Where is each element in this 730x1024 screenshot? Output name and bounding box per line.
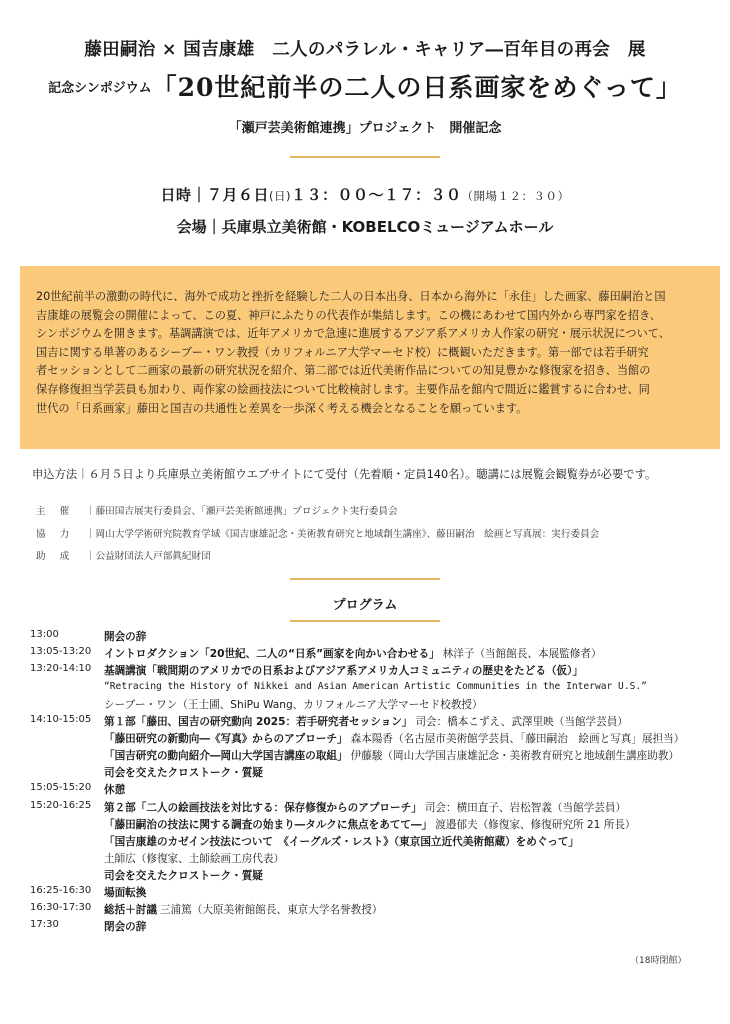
credit-cooperation (36, 526, 599, 540)
program-content (104, 782, 125, 797)
program-session-title: 休憩 (104, 784, 126, 797)
program-content (104, 646, 602, 661)
description-line: 20世紀前半の激動の時代に、海外で成功と挫折を経験した二人の日本出身、日本から海外に「永住」した画家、藤田嗣治と国 (36, 290, 666, 303)
program-session-title: 基調講演「戦間期のアメリカでの日系およびアジア系アメリカ人コミュニティの歴史をたどる（仮）」 (104, 665, 584, 678)
program-session-title: 場面転換 (104, 886, 147, 899)
application-info: 申込方法｜６月５日より兵庫県立美術館ウエブサイトにて受付（先着順・定員140名）。聴講には展覧会観覧券が必要です。 (32, 468, 657, 481)
program-speaker: 伊藤駿（岡山大学国吉康雄記念・美術教育研究と地域創生講座助教） (350, 750, 680, 763)
program-content (104, 834, 579, 849)
program-content (104, 629, 146, 644)
program-speaker: “Retracing the History of Nikkei and Asian American Artistic Communities in the Interwar U.S.” (104, 681, 647, 693)
description-line: 世代の「日系画家」藤田と国吉の共通性と差異を一歩深く考える機会となることを願っています。 (36, 401, 528, 415)
symposium-theme: 「20世紀前半の二人の日系画家をめぐって」 (151, 73, 682, 102)
program-content (104, 680, 647, 692)
program-session-title: 「藤田研究の新動向―《写真》からのアプローチ」 (104, 733, 348, 746)
description-line: シンポジウムを開きます。基調講演では、近年アメリカで急速に進展するアジア系アメリカ人作家の研究・展示状況について、 (36, 327, 670, 341)
program-session-title: 総括＋討議 (104, 903, 157, 916)
symposium-label: 記念シンポジウム (48, 81, 152, 96)
description-line: 吉康雄の展覧会の開催によって、この夏、神戸にふたりの代表作が集結します。この機にあわせて国内外から専門家を招き、 (36, 308, 661, 322)
program-time: 14:10-15:05 (30, 714, 92, 726)
date-open: （開場１２：３０） (461, 189, 570, 203)
program-content (104, 731, 684, 746)
divider-program-bottom (290, 620, 440, 622)
program-speaker: 渡邉郁夫（修復家、修復研究所 21 所長） (435, 818, 636, 831)
program-time: 16:25-16:30 (30, 884, 92, 896)
program-speaker: 林洋子（当館館長、本展監修者） (442, 648, 602, 661)
credit-value: ｜藤田国吉展実行委員会、「瀬戸芸美術館連携」プロジェクト実行委員会 (86, 506, 398, 517)
credit-value: ｜岡山大学学術研究院教育学域《国吉康雄記念・美術教育研究と地域創生講座》、藤田嗣治 絵画と写真展：実行委員会 (86, 529, 600, 540)
program-speaker: 司会：横田直子、岩松智義（当館学芸員） (424, 801, 627, 814)
program-content (104, 817, 636, 832)
program-session-title: イントロダクション「20世紀、二人の“日系”画家を向かい合わせる」 (104, 648, 440, 661)
program-time: 13:20-14:10 (30, 663, 92, 675)
program-session-title: 開会の辞 (104, 631, 147, 643)
date-time: １３：００～１７：３０ (291, 186, 462, 204)
event-date (0, 184, 730, 205)
divider-program-top (290, 578, 440, 580)
program-content (104, 765, 263, 780)
program-time: 15:20-16:25 (30, 799, 92, 811)
program-speaker: 土師広（修復家、土師絵画工房代表） (104, 852, 285, 865)
date-weekday: (日) (269, 189, 291, 203)
credit-label: 主催 (36, 506, 84, 517)
subtitle: 「瀬戸芸美術館連携」プロジェクト 開催記念 (228, 121, 502, 136)
program-time: 13:00 (30, 629, 59, 640)
program-heading: プログラム (332, 598, 398, 613)
program-session-title: 「国吉研究の動向紹介―岡山大学国吉講座の取組」 (104, 750, 348, 763)
program-session-title: 司会を交えたクロストーク・質疑 (104, 767, 263, 780)
credit-value: ｜公益財団法人戸部眞紀財団 (86, 551, 211, 562)
program-speaker: シーブー・ワン（王士圃、ShiPu Wang、カリフォルニア大学マーセド校教授） (104, 699, 483, 712)
program-content (104, 748, 679, 763)
date-day: ７月６日 (207, 186, 270, 204)
program-content (104, 714, 628, 729)
program-session-title: 「国吉康雄のカゼイン技法について 《イーグルズ・レスト》（東京国立近代美術館蔵）をめぐって」 (104, 835, 580, 848)
program-speaker: 森本陽香（名古屋市美術館学芸員、「藤田嗣治 絵画と写真」展担当） (350, 733, 685, 746)
program-session-title: 閉会の辞 (104, 920, 147, 933)
program-session-title: 司会を交えたクロストーク・質疑 (104, 869, 263, 882)
program-content (104, 800, 626, 815)
program-content (104, 868, 263, 883)
credit-organizer (36, 503, 398, 517)
program-content (104, 697, 483, 712)
description-line: 者セッションとして二画家の最新の研究状況を紹介、第二部では近代美術作品についての知見豊かな修復家を招き、当館の (36, 364, 651, 378)
program-time: 16:30-17:30 (30, 901, 92, 913)
description-line: 保存修復担当学芸員も加わり、両作家の絵画技法について比較検討します。主要作品を館内で間近に鑑賞するに合わせ、同 (36, 382, 650, 396)
program-time: 13:05-13:20 (30, 646, 92, 658)
program-content (104, 919, 146, 934)
description-box (20, 266, 720, 449)
credit-label: 助成 (36, 551, 84, 562)
credit-label: 協力 (36, 529, 84, 540)
credit-grant (36, 548, 211, 562)
divider-top (290, 156, 440, 158)
closing-note: （18時閉館） (630, 956, 687, 966)
program-session-title: 第１部「藤田、国吉の研究動向 2025：若手研究者セッション」 (104, 716, 413, 729)
symposium-title (0, 68, 730, 104)
program-time: 17:30 (30, 918, 59, 930)
program-session-title: 第２部「二人の絵画技法を対比する：保存修復からのアプローチ」 (104, 801, 422, 814)
program-content (104, 851, 284, 866)
description-line: 国吉に関する単著のあるシーブー・ワン教授（カリフォルニア大学マーセド校）に概観いただきます。第一部では若手研究 (36, 345, 649, 359)
program-session-title: 「藤田嗣治の技法に関する調査の始まり―タルクに焦点をあてて―」 (104, 818, 433, 831)
date-label: 日時｜ (160, 186, 207, 204)
program-content (104, 902, 382, 917)
main-title: 藤田嗣治 × 国吉康雄 二人のパラレル・キャリア―百年目の再会 展 (84, 40, 646, 60)
program-speaker: 司会：橋本こずえ、武澤里映（当館学芸員） (415, 716, 628, 729)
event-venue: 会場｜兵庫県立美術館・KOBELCOミュージアムホール (176, 218, 554, 236)
program-content (104, 663, 583, 678)
program-content (104, 885, 146, 900)
program-time: 15:05-15:20 (30, 782, 92, 794)
program-speaker: 三浦篤（大原美術館館長、東京大学名誉教授） (159, 903, 383, 916)
